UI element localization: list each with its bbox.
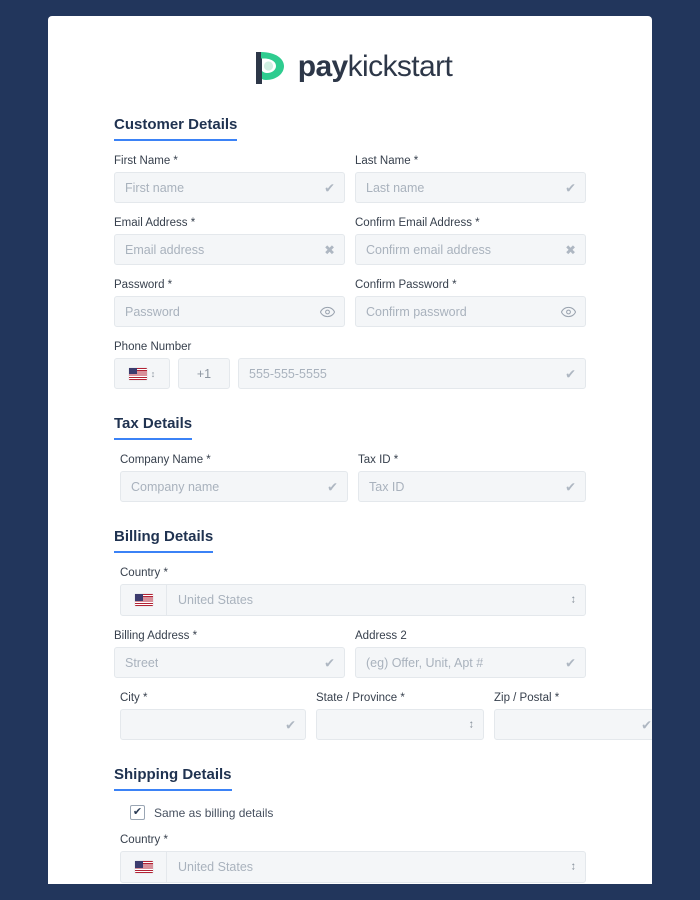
row-name [48,155,652,203]
field-phone [114,341,586,353]
label-tax-id: Tax ID * [358,454,399,466]
row-phone [48,358,652,389]
field-phone-number [238,358,586,389]
shipping-details-section [48,766,652,791]
field-confirm-email [355,217,586,265]
check-icon: ✔ [565,655,576,670]
phone-country-code: +1 [178,358,230,389]
label-confirm-password: Confirm Password * [355,279,457,291]
row-email [48,217,652,265]
input-confirm-password[interactable] [355,296,586,327]
field-zip [494,692,652,740]
phone-country-select[interactable] [114,358,170,389]
select-arrows-icon: ↕ [570,593,576,606]
select-state[interactable] [316,709,484,740]
placeholder-confirm-email: Confirm email address [366,242,492,257]
paykickstart-logo-icon [248,46,290,88]
placeholder-email: Email address [125,242,205,257]
eye-icon[interactable] [320,306,335,317]
placeholder-tax-id: Tax ID [369,479,405,494]
field-tax-id [358,454,586,502]
field-shipping-country [120,834,586,883]
section-title-customer: Customer Details [114,116,237,141]
row-billing-country [54,567,652,616]
brand-name: paykickstart [297,50,453,83]
label-zip: Zip / Postal * [494,692,560,704]
placeholder-billing-address: Street [125,655,159,670]
checkout-form-card [48,16,652,884]
billing-details-section [48,528,652,553]
row-city-state-zip [54,692,652,740]
placeholder-password: Password [125,304,180,319]
label-first-name: First Name * [114,155,178,167]
field-last-name [355,155,586,203]
field-first-name [114,155,345,203]
input-tax-id[interactable] [358,471,586,502]
checkbox-same-as-billing[interactable] [130,805,145,820]
brand-logo [48,38,652,96]
select-arrows-icon: ↕ [468,718,474,730]
row-shipping-country [54,834,652,883]
select-shipping-country[interactable] [120,851,586,883]
placeholder-last-name: Last name [366,180,425,195]
label-same-as-billing: Same as billing details [154,805,274,820]
label-last-name: Last Name * [355,155,419,167]
placeholder-address2: (eg) Offer, Unit, Apt # [366,655,484,670]
label-billing-address: Billing Address * [114,630,198,642]
row-tax [54,454,652,502]
check-icon: ✔ [641,717,652,732]
placeholder-phone-number: 555-555-5555 [249,366,327,381]
us-flag-icon [121,585,167,615]
chevron-updown-icon: ↕ [150,368,156,379]
same-as-billing-row[interactable] [64,805,652,820]
field-company-name [120,454,348,502]
field-email [114,217,345,265]
check-icon: ✔ [324,180,335,195]
input-password[interactable] [114,296,345,327]
customer-details-section [48,116,652,141]
label-address2: Address 2 [355,630,407,642]
field-confirm-password [355,279,586,327]
check-icon: ✔ [324,655,335,670]
section-title-tax: Tax Details [114,415,192,440]
input-confirm-email[interactable] [355,234,586,265]
label-password: Password * [114,279,173,291]
label-city: City * [120,692,148,704]
placeholder-confirm-password: Confirm password [366,304,467,319]
label-phone: Phone Number [114,341,192,353]
check-icon: ✔ [327,479,338,494]
check-icon: ✔ [565,180,576,195]
label-state: State / Province * [316,692,405,704]
check-icon: ✔ [285,717,296,732]
input-first-name[interactable] [114,172,345,203]
row-password [48,279,652,327]
label-email: Email Address * [114,217,196,229]
input-company-name[interactable] [120,471,348,502]
select-billing-country[interactable] [120,584,586,616]
section-title-billing: Billing Details [114,528,213,553]
us-flag-icon [129,368,147,380]
input-address2[interactable] [355,647,586,678]
label-billing-country: Country * [120,567,168,579]
value-shipping-country: United States [178,860,254,874]
input-phone-number[interactable] [238,358,586,389]
checkbox-tick-icon: ✔ [132,806,143,818]
field-address2 [355,630,586,678]
close-icon: ✖ [565,242,576,257]
input-city[interactable] [120,709,306,740]
label-shipping-country: Country * [120,834,168,846]
row-phone-label [48,341,652,353]
input-billing-address[interactable] [114,647,345,678]
label-confirm-email: Confirm Email Address * [355,217,480,229]
placeholder-company-name: Company name [131,479,220,494]
label-company-name: Company Name * [120,454,211,466]
field-billing-country [120,567,586,616]
check-icon: ✔ [565,366,576,381]
field-city [120,692,306,740]
section-title-shipping: Shipping Details [114,766,232,791]
input-zip[interactable] [494,709,652,740]
input-email[interactable] [114,234,345,265]
field-password [114,279,345,327]
check-icon: ✔ [565,479,576,494]
value-billing-country: United States [178,593,254,607]
field-billing-address [114,630,345,678]
row-billing-address [48,630,652,678]
input-last-name[interactable] [355,172,586,203]
us-flag-icon [121,852,167,882]
tax-details-section [48,415,652,440]
placeholder-first-name: First name [125,180,185,195]
select-arrows-icon: ↕ [570,860,576,873]
field-state [316,692,484,740]
eye-icon[interactable] [561,306,576,317]
close-icon: ✖ [324,242,335,257]
